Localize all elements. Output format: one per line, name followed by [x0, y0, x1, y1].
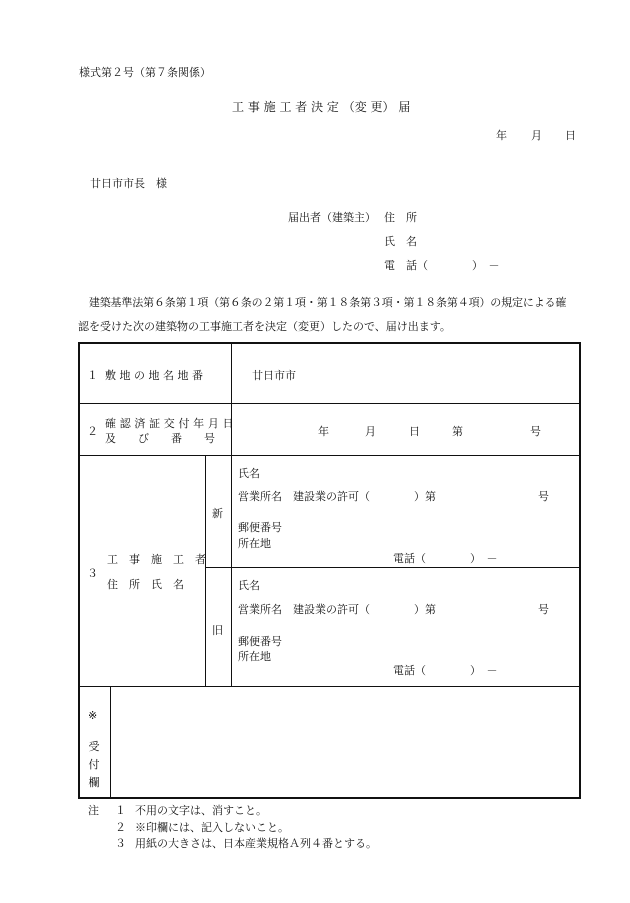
new-contractor-label: 新 — [212, 507, 223, 520]
old-location-label: 所在地 — [238, 650, 271, 663]
new-name-label: 氏名 — [238, 467, 260, 480]
reception-label-2: 付 — [88, 758, 100, 771]
date-year-label: 年 — [496, 129, 507, 142]
old-contractor-label: 旧 — [212, 624, 223, 637]
date-month-label: 月 — [531, 129, 542, 142]
note-text-3: 用紙の大きさは、日本産業規格Ａ列４番とする。 — [135, 837, 377, 850]
row2-number: ２ — [87, 425, 98, 438]
new-location-label: 所在地 — [238, 537, 271, 550]
applicant-phone-label: 電 話（ ） － — [384, 259, 500, 272]
row1-number: １ — [87, 369, 98, 382]
old-postal-label: 郵便番号 — [238, 635, 282, 648]
row1-value: 廿日市市 — [252, 369, 296, 382]
note-text-2: ※印欄には、記入しないこと。 — [135, 821, 289, 834]
notes-prefix: 注 — [88, 804, 99, 817]
addressee: 廿日市市長 様 — [90, 177, 167, 190]
new-phone-label: 電話（ ） － — [393, 552, 498, 565]
row2-gou-label: 号 — [530, 425, 541, 438]
form-number: 様式第２号（第７条関係） — [79, 66, 211, 79]
row2-label-line1: 確 認 済 証 交 付 年 月 日 — [105, 417, 234, 430]
row2-dai-label: 第 — [452, 425, 463, 438]
form-title: 工 事 施 工 者 決 定 （変 更） 届 — [232, 100, 411, 114]
new-business-label: 営業所名 建設業の許可（ ）第 — [238, 490, 436, 503]
reception-label-3: 欄 — [88, 776, 100, 789]
row3-label-line2: 住 所 氏 名 — [107, 578, 184, 591]
new-gou-label: 号 — [538, 490, 549, 503]
row-divider — [205, 567, 580, 568]
old-phone-label: 電話（ ） － — [393, 664, 498, 677]
applicant-label: 届出者（建築主） — [288, 211, 376, 224]
reception-label-1: 受 — [88, 740, 100, 753]
row2-day-label: 日 — [409, 425, 420, 438]
row2-label-line2: 及 び 番 号 — [105, 432, 215, 445]
row2-year-label: 年 — [318, 425, 329, 438]
note-number-2: ２ — [115, 821, 126, 834]
row2-month-label: 月 — [365, 425, 376, 438]
column-divider — [110, 686, 111, 798]
old-name-label: 氏名 — [238, 579, 260, 592]
new-postal-label: 郵便番号 — [238, 521, 282, 534]
form-table — [78, 342, 581, 799]
applicant-name-label: 氏 名 — [384, 235, 417, 248]
row-divider — [79, 403, 580, 404]
row1-label: 敷 地 の 地 名 地 番 — [105, 369, 203, 382]
old-business-label: 営業所名 建設業の許可（ ）第 — [238, 603, 436, 616]
note-number-3: ３ — [115, 837, 126, 850]
old-gou-label: 号 — [538, 603, 549, 616]
body-text-line2: 認を受けた次の建築物の工事施工者を決定（変更）したので、届け出ます。 — [78, 320, 451, 333]
row-divider — [79, 686, 580, 687]
row3-label-line1: 工 事 施 工 者 — [107, 553, 206, 566]
date-day-label: 日 — [565, 129, 576, 142]
applicant-address-label: 住 所 — [384, 211, 417, 224]
note-text-1: 不用の文字は、消すこと。 — [135, 804, 267, 817]
note-number-1: １ — [115, 804, 126, 817]
row3-number: ３ — [87, 567, 98, 580]
reception-mark: ※ — [88, 709, 98, 722]
row-divider — [79, 455, 580, 456]
column-divider — [205, 455, 206, 686]
body-text-line1: 建築基準法第６条第１項（第６条の２第１項・第１８条第３項・第１８条第４項）の規定による確 — [78, 296, 567, 309]
column-divider — [231, 343, 232, 686]
